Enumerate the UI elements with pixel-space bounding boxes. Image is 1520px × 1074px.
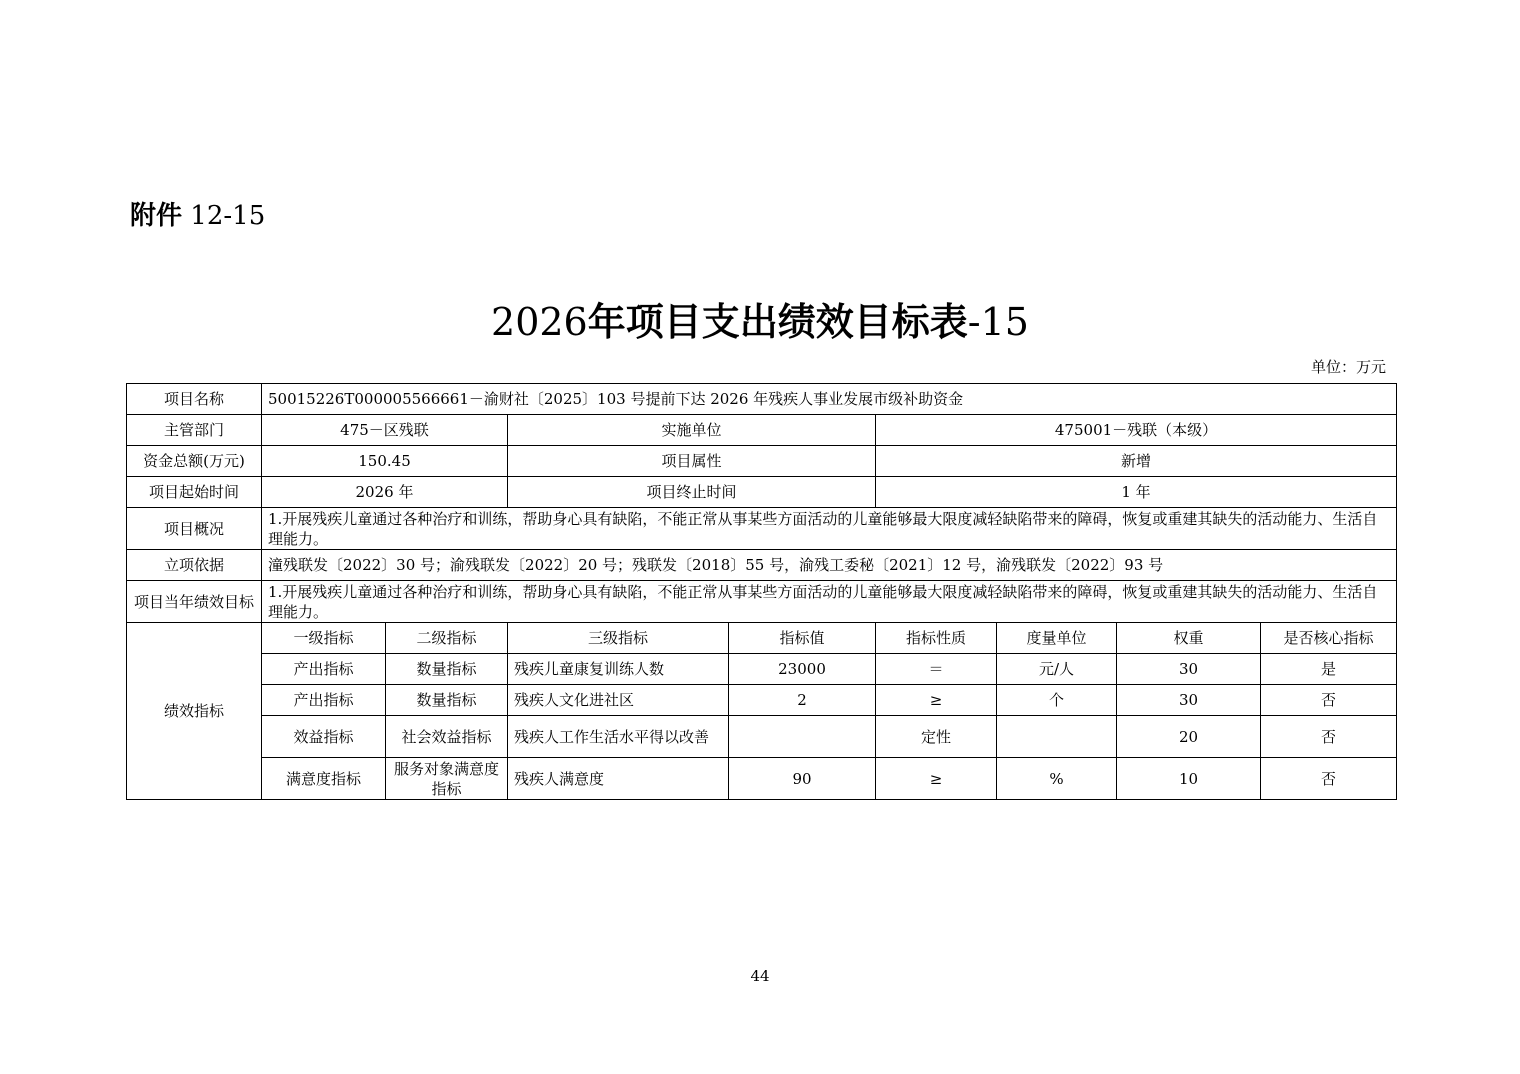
title-year: 2026 — [491, 300, 588, 344]
indicator-nature: 定性 — [876, 716, 997, 758]
implementing-unit-value: 475001－残联（本级） — [876, 415, 1397, 446]
row-fund — [127, 446, 1397, 477]
indicator-level2: 数量指标 — [386, 685, 508, 716]
start-time-label: 项目起始时间 — [127, 477, 262, 508]
fund-total-value: 150.45 — [262, 446, 508, 477]
overview-label: 项目概况 — [127, 508, 262, 550]
basis-value: 潼残联发〔2022〕30 号；渝残联发〔2022〕20 号；残联发〔2018〕55 号，渝残工委秘〔2021〕12 号，渝残联发〔2022〕93 号 — [262, 550, 1397, 581]
indicator-level3: 残疾人文化进社区 — [508, 685, 729, 716]
indicator-level1: 产出指标 — [262, 685, 386, 716]
department-value: 475－区残联 — [262, 415, 508, 446]
row-annual-goal — [127, 581, 1397, 623]
indicator-weight: 30 — [1117, 685, 1261, 716]
indicator-header-nature: 指标性质 — [876, 623, 997, 654]
indicator-level3: 残疾儿童康复训练人数 — [508, 654, 729, 685]
row-department — [127, 415, 1397, 446]
page-number: 44 — [750, 967, 770, 985]
indicator-unit — [997, 716, 1117, 758]
indicator-level1: 满意度指标 — [262, 758, 386, 800]
indicator-header-row — [127, 623, 1397, 654]
indicator-unit: % — [997, 758, 1117, 800]
indicator-row — [127, 685, 1397, 716]
indicator-weight: 20 — [1117, 716, 1261, 758]
indicator-level1: 产出指标 — [262, 654, 386, 685]
page-title — [0, 296, 1520, 348]
indicator-header-unit: 度量单位 — [997, 623, 1117, 654]
row-overview — [127, 508, 1397, 550]
indicator-core: 否 — [1261, 685, 1397, 716]
indicator-row — [127, 716, 1397, 758]
indicator-header-value: 指标值 — [729, 623, 876, 654]
indicator-core: 否 — [1261, 716, 1397, 758]
indicator-level3: 残疾人工作生活水平得以改善 — [508, 716, 729, 758]
row-basis — [127, 550, 1397, 581]
performance-target-table — [126, 383, 1397, 800]
attachment-label — [130, 198, 265, 234]
indicator-level2: 数量指标 — [386, 654, 508, 685]
indicator-value: 23000 — [729, 654, 876, 685]
basis-label: 立项依据 — [127, 550, 262, 581]
implementing-unit-label: 实施单位 — [508, 415, 876, 446]
title-text: 年项目支出绩效目标表 — [587, 300, 968, 344]
indicator-weight: 10 — [1117, 758, 1261, 800]
overview-value: 1.开展残疾儿童通过各种治疗和训练，帮助身心具有缺陷，不能正常从事某些方面活动的儿童能够最大限度减轻缺陷带来的障碍，恢复或重建其缺失的活动能力、生活自理能力。 — [262, 508, 1397, 550]
indicator-header-level3: 三级指标 — [508, 623, 729, 654]
indicator-unit: 个 — [997, 685, 1117, 716]
indicator-level3: 残疾人满意度 — [508, 758, 729, 800]
annual-goal-value: 1.开展残疾儿童通过各种治疗和训练，帮助身心具有缺陷，不能正常从事某些方面活动的儿童能够最大限度减轻缺陷带来的障碍，恢复或重建其缺失的活动能力、生活自理能力。 — [262, 581, 1397, 623]
indicator-weight: 30 — [1117, 654, 1261, 685]
project-name-label: 项目名称 — [127, 384, 262, 415]
indicator-level2: 社会效益指标 — [386, 716, 508, 758]
indicator-header-core: 是否核心指标 — [1261, 623, 1397, 654]
end-time-label: 项目终止时间 — [508, 477, 876, 508]
end-time-value: 1 年 — [876, 477, 1397, 508]
indicator-level2: 服务对象满意度指标 — [386, 758, 508, 800]
attachment-number: 12-15 — [182, 201, 266, 231]
indicator-header-weight: 权重 — [1117, 623, 1261, 654]
indicators-section-label: 绩效指标 — [127, 623, 262, 800]
indicator-core: 否 — [1261, 758, 1397, 800]
indicator-value: 90 — [729, 758, 876, 800]
unit-label: 单位：万元 — [1310, 358, 1386, 376]
indicator-core: 是 — [1261, 654, 1397, 685]
indicator-nature: ≥ — [876, 685, 997, 716]
indicator-row — [127, 758, 1397, 800]
project-name-value: 50015226T000005566661－渝财社〔2025〕103 号提前下达 2026 年残疾人事业发展市级补助资金 — [262, 384, 1397, 415]
indicator-level1: 效益指标 — [262, 716, 386, 758]
attachment-label-text: 附件 — [130, 201, 183, 231]
start-time-value: 2026 年 — [262, 477, 508, 508]
fund-total-label: 资金总额(万元) — [127, 446, 262, 477]
row-period — [127, 477, 1397, 508]
indicator-value: 2 — [729, 685, 876, 716]
project-attribute-label: 项目属性 — [508, 446, 876, 477]
row-project-name — [127, 384, 1397, 415]
indicator-nature: ≥ — [876, 758, 997, 800]
indicator-value — [729, 716, 876, 758]
indicator-row — [127, 654, 1397, 685]
project-attribute-value: 新增 — [876, 446, 1397, 477]
annual-goal-label: 项目当年绩效目标 — [127, 581, 262, 623]
indicator-header-level1: 一级指标 — [262, 623, 386, 654]
department-label: 主管部门 — [127, 415, 262, 446]
indicator-unit: 元/人 — [997, 654, 1117, 685]
indicator-header-level2: 二级指标 — [386, 623, 508, 654]
title-suffix: -15 — [967, 300, 1029, 344]
indicator-nature: ＝ — [876, 654, 997, 685]
